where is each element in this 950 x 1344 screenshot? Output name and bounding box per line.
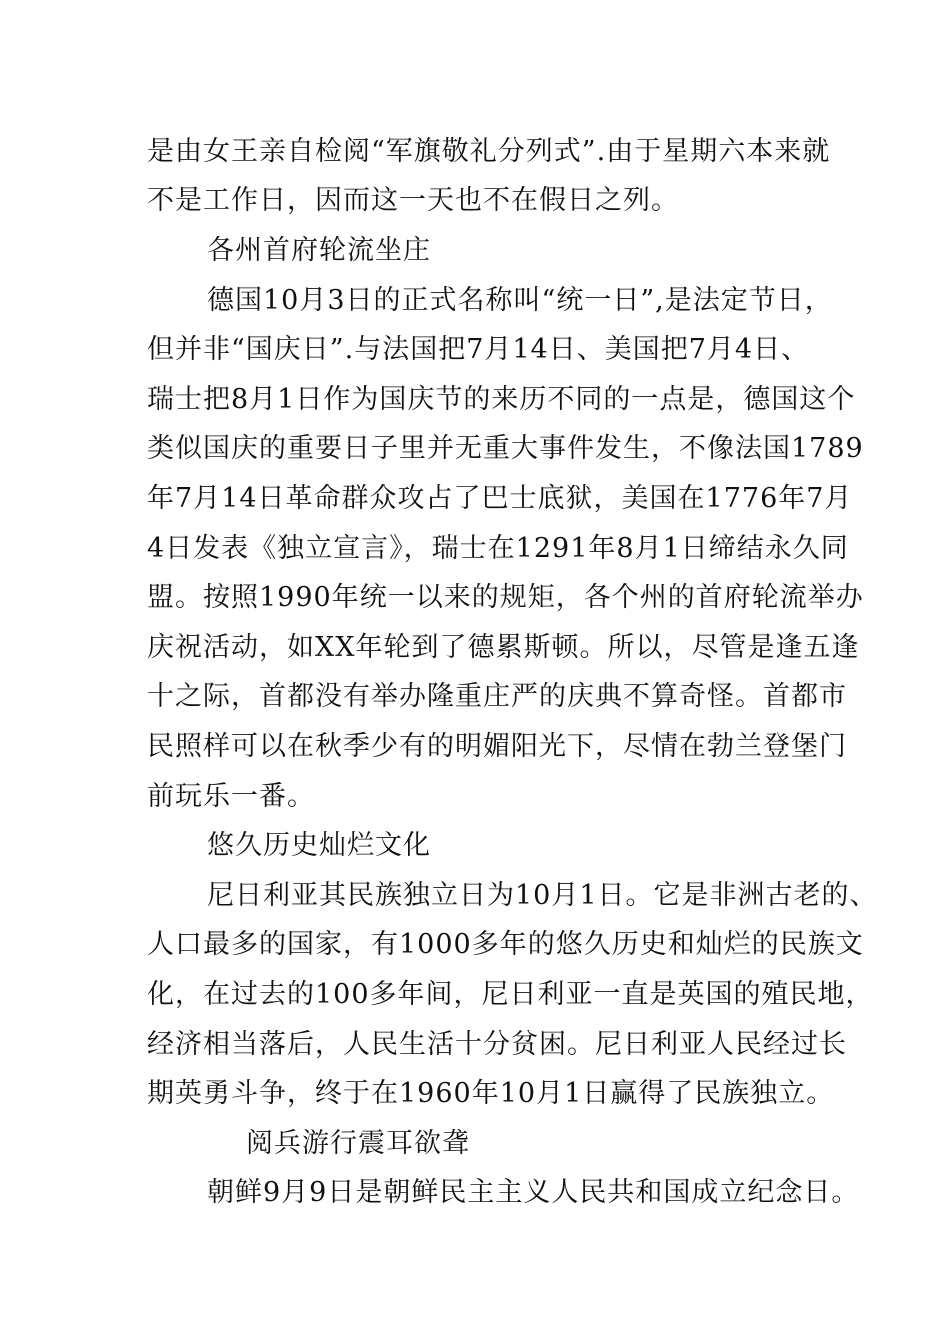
paragraph-line-8: 年7月14日革命群众攻占了巴士底狱，美国在1776年7月 (147, 483, 853, 514)
paragraph-line-5: 但并非“国庆日”.与法国把7月14日、美国把7月4日、 (147, 334, 810, 365)
paragraph-line-16: 尼日利亚其民族独立日为10月1日。它是非洲古老的、 (207, 880, 878, 911)
paragraph-line-22: 朝鲜9月9日是朝鲜民主主义人民共和国成立纪念日。 (207, 1177, 860, 1208)
paragraph-line-10: 盟。按照1990年统一以来的规矩，各个州的首府轮流举办 (147, 582, 864, 613)
paragraph-line-1: 是由女王亲自检阅“军旗敬礼分列式”.由于星期六本来就 (147, 136, 831, 167)
paragraph-line-14: 前玩乐一番。 (147, 781, 315, 812)
paragraph-line-17: 人口最多的国家，有1000多年的悠久历史和灿烂的民族文 (147, 929, 864, 960)
paragraph-line-7: 类似国庆的重要日子里并无重大事件发生，不像法国1789 (147, 433, 864, 464)
section-heading-military-parade: 阅兵游行震耳欲聋 (246, 1128, 470, 1159)
section-heading-long-history: 悠久历史灿烂文化 (207, 830, 431, 861)
paragraph-line-2: 不是工作日，因而这一天也不在假日之列。 (147, 185, 679, 216)
paragraph-line-4: 德国10月3日的正式名称叫“统一日”,是法定节日， (207, 285, 833, 316)
section-heading-provincial-capitals: 各州首府轮流坐庄 (207, 235, 431, 266)
paragraph-line-6: 瑞士把8月1日作为国庆节的来历不同的一点是，德国这个 (147, 384, 856, 415)
paragraph-line-18: 化，在过去的100多年间，尼日利亚一直是英国的殖民地， (147, 979, 874, 1010)
paragraph-line-9: 4日发表《独立宣言》，瑞士在1291年8月1日缔结永久同 (147, 533, 849, 564)
paragraph-line-13: 民照样可以在秋季少有的明媚阳光下，尽情在勃兰登堡门 (147, 731, 847, 762)
paragraph-line-20: 期英勇斗争，终于在1960年10月1日赢得了民族独立。 (147, 1078, 835, 1109)
paragraph-line-19: 经济相当落后，人民生活十分贫困。尼日利亚人民经过长 (147, 1029, 847, 1060)
paragraph-line-12: 十之际，首都没有举办隆重庄严的庆典不算奇怪。首都市 (147, 681, 847, 712)
paragraph-line-11: 庆祝活动，如XX年轮到了德累斯顿。所以，尽管是逢五逢 (147, 632, 860, 663)
